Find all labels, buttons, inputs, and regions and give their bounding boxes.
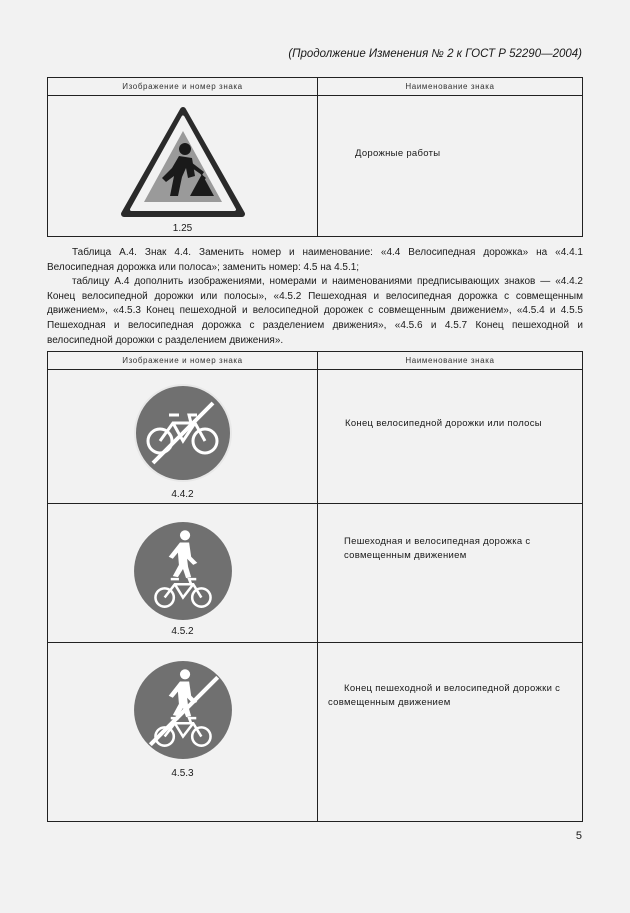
sign-number: 1.25 [172, 223, 193, 234]
sign-number: 4.5.3 [171, 768, 194, 779]
sign-name-cell [318, 504, 583, 643]
amendment-text [47, 246, 583, 348]
end-pedestrian-bicycle-path-sign-icon [132, 659, 234, 761]
sign-image-cell [48, 504, 318, 643]
column-header-image: Изображение и номер знака [48, 78, 318, 96]
document-header: (Продолжение Изменения № 2 к ГОСТ Р 52290—2004) [288, 48, 582, 60]
sign-name: Пешеходная и велосипедная дорожка с совмещенным движением [344, 536, 531, 561]
page-number: 5 [575, 830, 582, 842]
signs-table-1 [47, 77, 583, 237]
paragraph: Таблица А.4. Знак 4.4. Заменить номер и наименование: «4.4 Велосипедная дорожка» на «4.4.1 Велосипедная дорожка или полоса»; заменить номер: 4.5 на 4.5.1; [47, 247, 583, 273]
pedestrian-bicycle-path-sign-icon [132, 520, 234, 622]
sign-image-cell [48, 643, 318, 822]
sign-image-cell [48, 370, 318, 504]
road-works-sign-icon [118, 104, 248, 222]
column-header-name: Наименование знака [318, 352, 583, 370]
column-header-name: Наименование знака [318, 78, 583, 96]
sign-name: Дорожные работы [355, 148, 441, 159]
sign-name: Конец велосипедной дорожки или полосы [345, 418, 542, 429]
sign-name-cell [318, 643, 583, 822]
sign-name-cell [318, 96, 583, 237]
sign-image-cell [48, 96, 318, 237]
column-header-image: Изображение и номер знака [48, 352, 318, 370]
paragraph: таблицу А.4 дополнить изображениями, номерами и наименованиями предписывающих знаков — «4.4.2 Конец велосипедной дорожки или полосы», «4.5.2 Пешеходная и велосипедная дорожка с совмещенным движением», «4.5.3 Конец пешеходной и велосипедной дорожек с совмещенным движением», «4.5.4 и 4.5.5 Пешеходная и велосипедная дорожка с разделением движения», «4.5.6 и 4.5.7 Конец пешеходной и велосипедной дорожки с разделением движения». [47, 276, 583, 346]
sign-number: 4.4.2 [171, 489, 194, 500]
signs-table-2 [47, 351, 583, 822]
sign-number: 4.5.2 [171, 626, 194, 637]
sign-name: Конец пешеходной и велосипедной дорожки с совмещенным движением [328, 683, 561, 708]
sign-name-cell [318, 370, 583, 504]
end-bicycle-lane-sign-icon [133, 383, 233, 483]
